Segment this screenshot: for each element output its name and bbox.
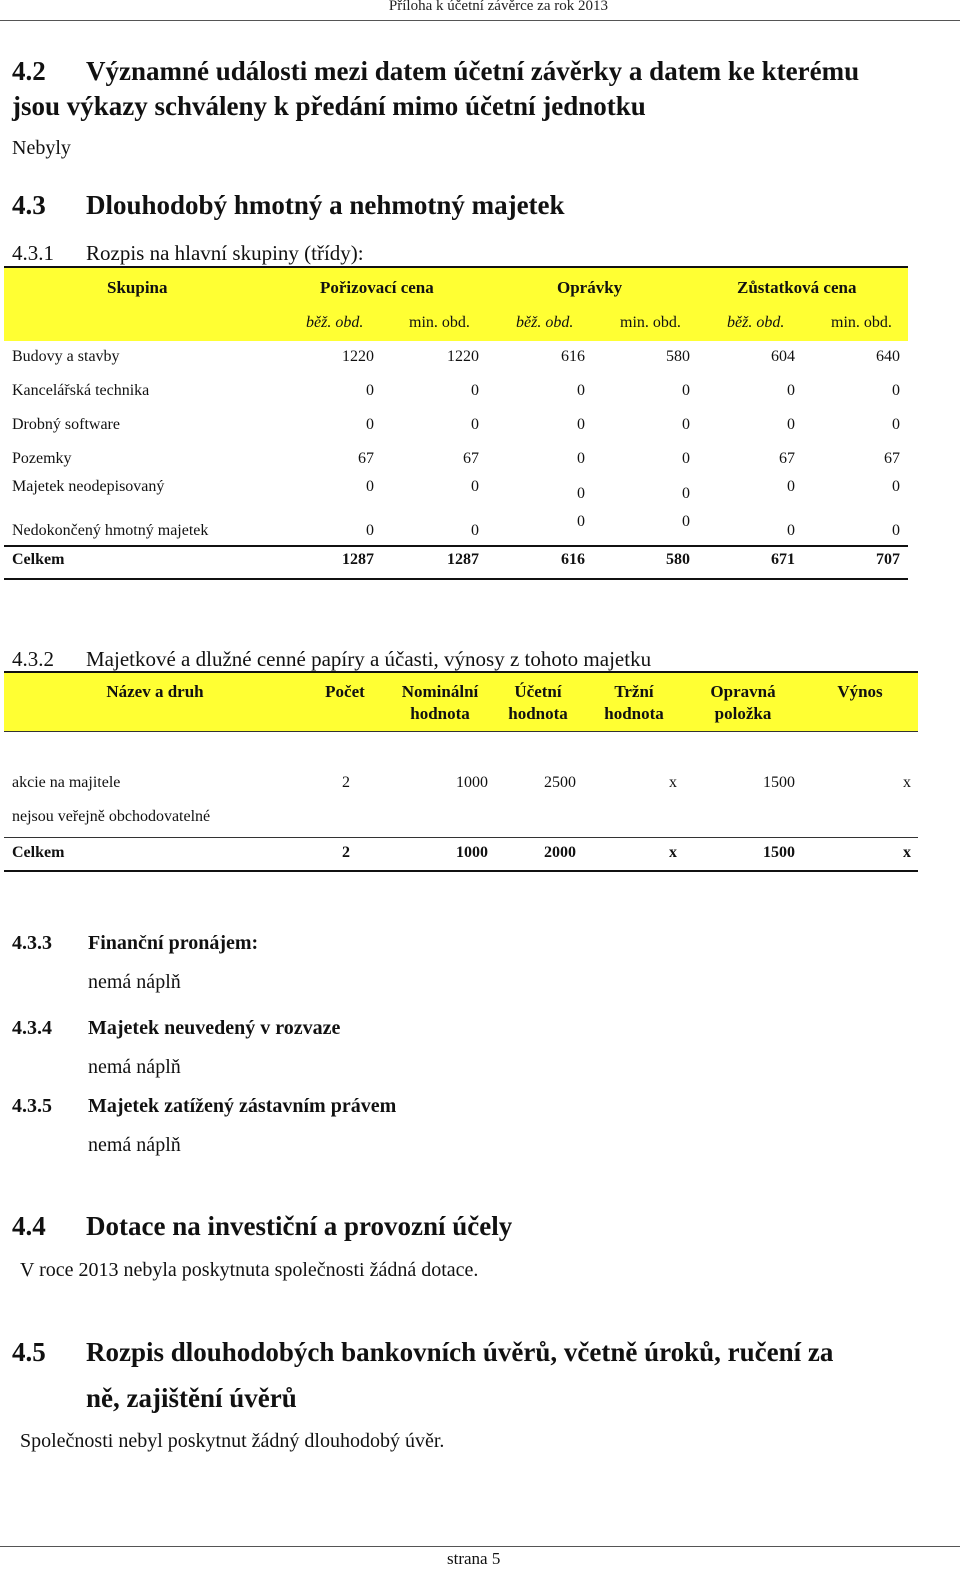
table1-cell: 67	[358, 450, 374, 467]
table1-cell: 0	[577, 416, 585, 433]
table1-top-rule	[4, 266, 908, 268]
section-4-5-title-line1: Rozpis dlouhodobých bankovních úvěrů, včetně úroků, ručení za	[86, 1337, 834, 1367]
table1-bottom-rule	[4, 578, 908, 580]
table1-cell: 0	[682, 382, 690, 399]
table1-cell: 0	[682, 450, 690, 467]
table1-cell: 0	[892, 478, 900, 495]
section-4-3-5-number: 4.3.5	[12, 1095, 52, 1117]
table2-cell: 2500	[544, 774, 576, 791]
table1-cell: 0	[787, 382, 795, 399]
header-opravky: Oprávky	[557, 278, 623, 297]
page-number: strana 5	[447, 1549, 501, 1568]
table2-cell: x	[903, 774, 911, 791]
section-4-2-title-line1: Významné události mezi datem účetní závěrky a datem ke kterému	[86, 56, 860, 86]
table1-cell: 0	[892, 522, 900, 539]
table1-cell: 67	[779, 450, 795, 467]
sub-bez-obd-3: běž. obd.	[727, 314, 785, 331]
sub-min-obd-3: min. obd.	[831, 314, 892, 331]
table1-cell: 0	[682, 485, 690, 502]
section-4-2-number: 4.2	[12, 56, 46, 86]
table1-cell: 0	[892, 382, 900, 399]
section-4-2-title-line2: jsou výkazy schváleny k předání mimo účetní jednotku	[12, 91, 646, 121]
section-4-3-3-number: 4.3.3	[12, 932, 52, 954]
table1-cell: 1220	[342, 348, 374, 365]
table2-total-cell: 2000	[544, 844, 576, 861]
section-4-3-5-text: nemá náplň	[88, 1134, 181, 1156]
table2-cell: 2	[342, 774, 350, 791]
header-trzni-1: Tržní	[614, 682, 654, 701]
table1-cell: 0	[471, 522, 479, 539]
header-vynos: Výnos	[837, 682, 883, 701]
table1-cell: 0	[682, 513, 690, 530]
section-4-5-number: 4.5	[12, 1337, 46, 1367]
sub-bez-obd-1: běž. obd.	[306, 314, 364, 331]
table2-cell: 1500	[763, 774, 795, 791]
header-ucetni-2: hodnota	[508, 704, 568, 723]
header-skupina: Skupina	[107, 278, 168, 297]
table1-cell: 0	[682, 416, 690, 433]
section-4-3-2-number: 4.3.2	[12, 647, 54, 671]
header-porizovaci-cena: Pořizovací cena	[320, 278, 434, 297]
table1-total-cell: 580	[666, 551, 690, 568]
section-4-3-2-title: Majetkové a dlužné cenné papíry a účasti, výnosy z tohoto majetku	[86, 647, 652, 671]
header-opravna-2: položka	[714, 704, 772, 723]
section-4-2-text: Nebyly	[12, 137, 71, 159]
table1-cell: 0	[366, 522, 374, 539]
section-4-5-title-line2: ně, zajištění úvěrů	[86, 1383, 297, 1413]
header-nazev: Název a druh	[106, 682, 204, 701]
table1-total-cell: 1287	[342, 551, 374, 568]
table1-cell: 0	[471, 416, 479, 433]
section-4-3-4-title: Majetek neuvedený v rozvaze	[88, 1017, 341, 1039]
table2-total-cell: 1000	[456, 844, 488, 861]
table2-header-rule	[4, 731, 918, 732]
table2-row-label: akcie na majitele	[12, 774, 121, 791]
table1-total-cell: 1287	[447, 551, 479, 568]
table1-row-label: Kancelářská technika	[12, 382, 150, 399]
header-rule	[0, 20, 960, 21]
table1-cell: 0	[787, 522, 795, 539]
sub-min-obd-1: min. obd.	[409, 314, 470, 331]
table2-total-cell: 2	[342, 844, 350, 861]
table1-total-cell: 616	[561, 551, 585, 568]
table1-cell: 0	[577, 450, 585, 467]
section-4-3-5-title: Majetek zatížený zástavním právem	[88, 1095, 397, 1117]
header-pocet: Počet	[325, 682, 365, 701]
table1-cell: 1220	[447, 348, 479, 365]
table1-cell: 640	[876, 348, 900, 365]
section-4-4-number: 4.4	[12, 1211, 46, 1241]
section-4-3-3-title: Finanční pronájem:	[88, 932, 259, 954]
header-trzni-2: hodnota	[604, 704, 664, 723]
header-zustatkova-cena: Zůstatková cena	[737, 278, 857, 297]
table2-total-cell: x	[669, 844, 677, 861]
table1-cell: 0	[787, 416, 795, 433]
table1-cell: 616	[561, 348, 585, 365]
section-4-3-4-text: nemá náplň	[88, 1056, 181, 1078]
table2-total-label: Celkem	[12, 844, 65, 861]
table1-cell: 67	[884, 450, 900, 467]
section-4-5-text: Společnosti nebyl poskytnut žádný dlouhodobý úvěr.	[20, 1430, 445, 1452]
table1-total-top-rule	[4, 545, 908, 547]
footer-rule	[0, 1546, 960, 1547]
table1-row-label: Majetek neodepisovaný	[12, 478, 165, 495]
table1-total-cell: 671	[771, 551, 795, 568]
table1-cell: 604	[771, 348, 795, 365]
table1-cell: 0	[366, 478, 374, 495]
table1-cell: 0	[366, 382, 374, 399]
table1-cell: 580	[666, 348, 690, 365]
section-4-3-1-number: 4.3.1	[12, 241, 54, 265]
table1-cell: 0	[471, 382, 479, 399]
table1-cell: 0	[577, 513, 585, 530]
table1-row-label: Pozemky	[12, 450, 72, 467]
table1-cell: 0	[471, 478, 479, 495]
table1-row-label: Drobný software	[12, 416, 120, 433]
table2-total-cell: 1500	[763, 844, 795, 861]
table2-row-label-2: nejsou veřejně obchodovatelné	[12, 808, 211, 825]
section-4-3-1-title: Rozpis na hlavní skupiny (třídy):	[86, 241, 364, 265]
table1-cell: 0	[577, 382, 585, 399]
table1-row-label: Nedokončený hmotný majetek	[12, 522, 209, 539]
table2-cell: 1000	[456, 774, 488, 791]
section-4-3-title: Dlouhodobý hmotný a nehmotný majetek	[86, 190, 565, 220]
table1-total-label: Celkem	[12, 551, 65, 568]
table1-total-cell: 707	[876, 551, 900, 568]
table1-cell: 0	[366, 416, 374, 433]
section-4-4-text: V roce 2013 nebyla poskytnuta společnosti žádná dotace.	[20, 1259, 479, 1281]
table1-cell: 0	[787, 478, 795, 495]
section-4-3-4-number: 4.3.4	[12, 1017, 52, 1039]
sub-min-obd-2: min. obd.	[620, 314, 681, 331]
table1-row-label: Budovy a stavby	[12, 348, 120, 365]
table1-cell: 0	[577, 485, 585, 502]
section-4-4-title: Dotace na investiční a provozní účely	[86, 1211, 513, 1241]
table2-total-cell: x	[903, 844, 911, 861]
table2-cell: x	[669, 774, 677, 791]
section-4-3-3-text: nemá náplň	[88, 971, 181, 993]
running-header: Příloha k účetní závěrce za rok 2013	[388, 0, 608, 14]
header-nominalni-2: hodnota	[410, 704, 470, 723]
section-4-3-number: 4.3	[12, 190, 46, 220]
header-ucetni-1: Účetní	[514, 682, 562, 701]
table2-bottom-rule	[4, 870, 918, 872]
table1-cell: 67	[463, 450, 479, 467]
table1-cell: 0	[892, 416, 900, 433]
header-opravna-1: Opravná	[710, 682, 776, 701]
sub-bez-obd-2: běž. obd.	[516, 314, 574, 331]
table2-total-top-rule	[4, 837, 918, 838]
header-nominalni-1: Nominální	[401, 682, 479, 701]
